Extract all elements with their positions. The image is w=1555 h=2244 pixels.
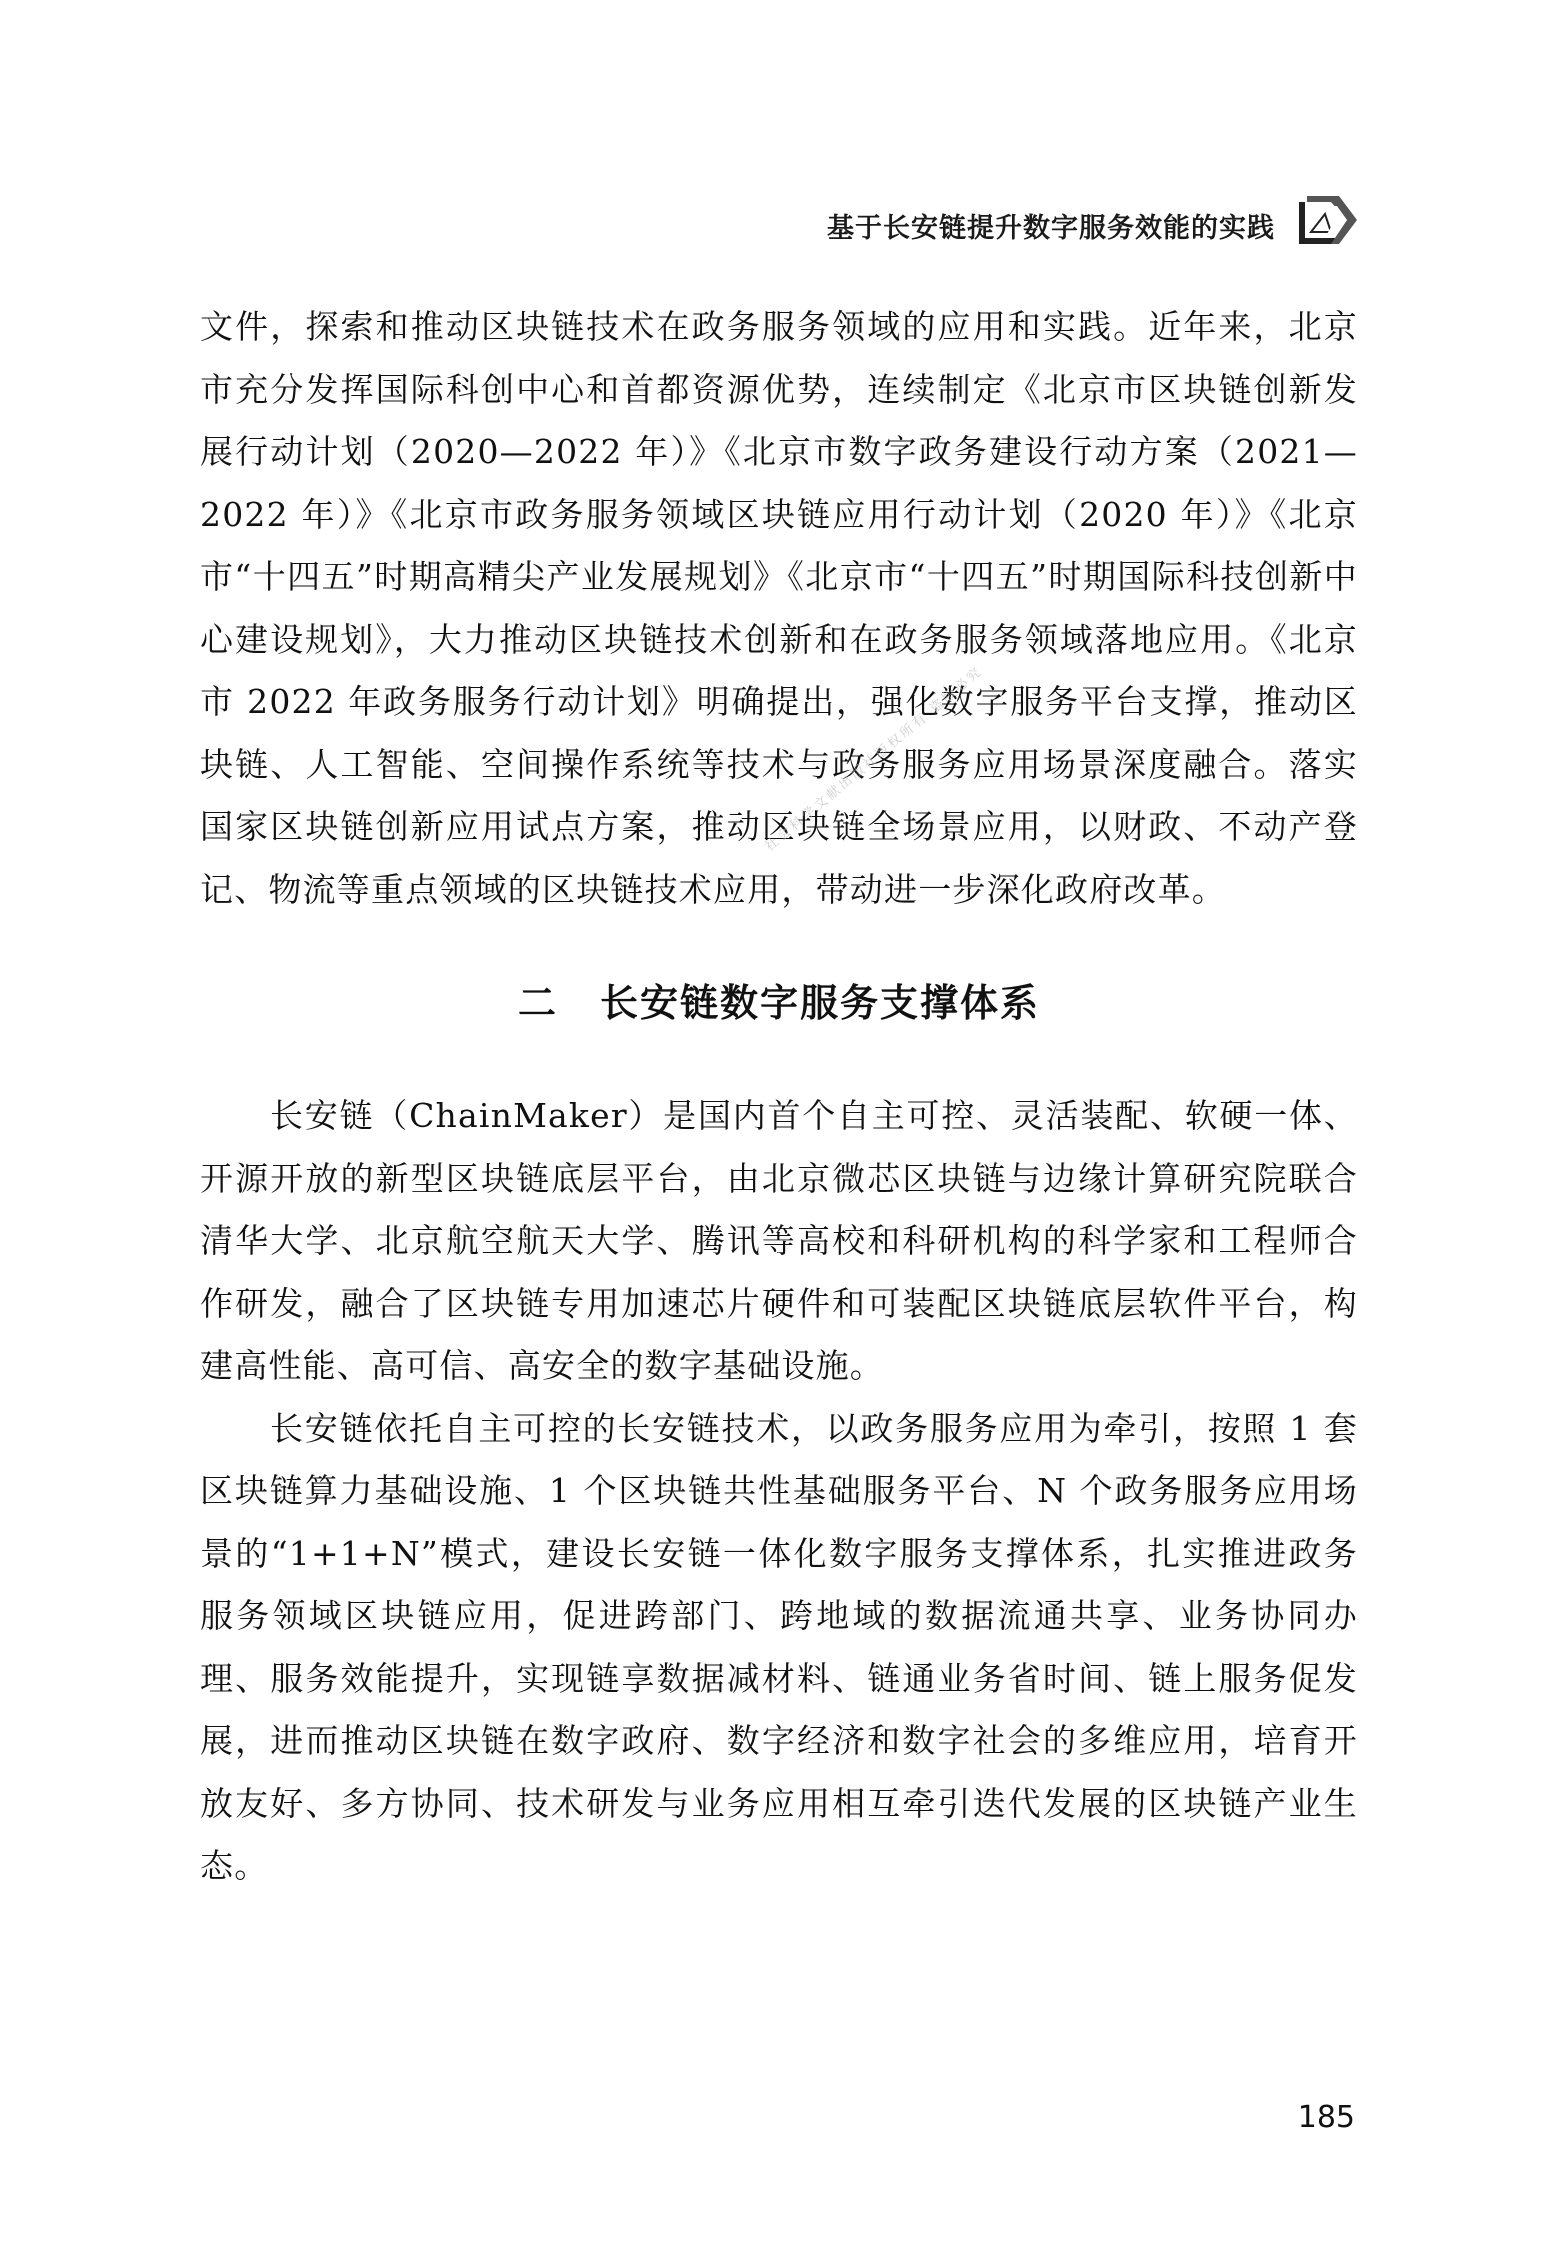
- section-heading: [200, 973, 1358, 1033]
- body-paragraph-2: 长安链（ChainMaker）是国内首个自主可控、灵活装配、软硬一体、开源开放的新型区块链底层平台，由北京微芯区块链与边缘计算研究院联合清华大学、北京航空航天大学、腾讯等高校和科研机构的科学家和工程师合作研发，融合了区块链专用加速芯片硬件和可装配区块链底层软件平台，构建高性能、高可信、高安全的数字基础设施。: [200, 1096, 1358, 1385]
- page-number: 185: [1297, 2100, 1355, 2135]
- chapter-logo-icon: [1295, 192, 1361, 248]
- body-paragraph-3: 长安链依托自主可控的长安链技术，以政务服务应用为牵引，按照 1 套区块链算力基础设施、1 个区块链共性基础服务平台、N 个政务服务应用场景的“1+1+N”模式，建设长安链一体化数字服务支撑体系，扎实推进政务服务领域区块链应用，促进跨部门、跨地域的数据流通共享、业务协同办理、服务效能提升，实现链享数据减材料、链通业务省时间、链上服务促发展，进而推动区块链在数字政府、数字经济和数字社会的多维应用，培育开放友好、多方协同、技术研发与业务应用相互牵引迭代发展的区块链产业生态。: [200, 1408, 1358, 1885]
- page-body: [200, 296, 1358, 1898]
- watermark-text: 社会科学文献出版社版权所有 盗版必究: [762, 663, 987, 855]
- section-title: 长安链数字服务支撑体系: [600, 981, 1041, 1025]
- running-header-title: 基于长安链提升数字服务效能的实践: [827, 213, 1275, 244]
- section-number: 二: [517, 981, 558, 1025]
- body-paragraph-1: 文件，探索和推动区块链技术在政务服务领域的应用和实践。近年来，北京市充分发挥国际科创中心和首都资源优势，连续制定《北京市区块链创新发展行动计划（2020—2022 年）》《北京市数字政务建设行动方案（2021—2022 年）》《北京市政务服务领域区块链应用行动计划（2020 年）》《北京市“十四五”时期高精尖产业发展规划》《北京市“十四五”时期国际科技创新中心建设规划》，大力推动区块链技术创新和在政务服务领域落地应用。《北京市 2022 年政务服务行动计划》明确提出，强化数字服务平台支撑，推动区块链、人工智能、空间操作系统等技术与政务服务应用场景深度融合。落实国家区块链创新应用试点方案，推动区块链全场景应用，以财政、不动产登记、物流等重点领域的区块链技术应用，带动进一步深化政府改革。: [200, 307, 1358, 909]
